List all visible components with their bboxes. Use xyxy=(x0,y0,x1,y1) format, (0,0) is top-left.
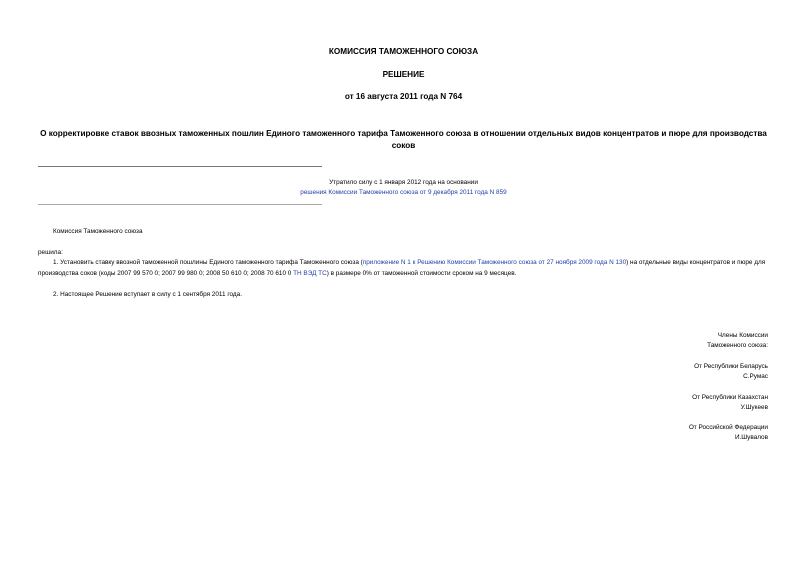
status-link[interactable]: решения Комиссии Таможенного союза от 9 декабря 2011 года N 859 xyxy=(300,189,507,196)
signature-members-line1: Члены Комиссии xyxy=(717,332,768,339)
signature-name-belarus: С.Румас xyxy=(743,373,768,380)
item-1-text-middle: ) на отдельные виды концентратов и пюре для производства соков (коды 2007 99 570 0; 2007 99 980 0; 2008 50 610 0; 2008 70 610 0 xyxy=(38,259,766,277)
divider-bottom xyxy=(38,204,322,205)
divider-top xyxy=(38,166,322,167)
signature-members-line2: Таможенного союза: xyxy=(707,342,768,349)
document-title: О корректировке ставок ввозных таможенных пошлин Единого таможенного тарифа Таможенного союза в отношении отдельных видов концентратов и пюре для производства соков xyxy=(40,129,767,150)
item-1-link-tnved[interactable]: ТН ВЭД ТС xyxy=(293,269,327,277)
document-date: от 16 августа 2011 года N 764 xyxy=(344,92,463,101)
signature-country-russia: От Российской Федерации xyxy=(688,424,768,431)
decided-text: решила: xyxy=(38,249,63,256)
document-type-heading: РЕШЕНИЕ xyxy=(382,70,425,79)
signature-country-belarus: От Республики Беларусь xyxy=(694,363,768,370)
item-1-link-annex[interactable]: приложение N 1 к Решению Комиссии Таможенного союза от 27 ноября 2009 года N 130 xyxy=(362,259,627,266)
status-notice: Утратило силу с 1 января 2012 года на основании xyxy=(329,179,478,186)
signature-country-kazakhstan: От Республики Казахстан xyxy=(692,394,768,401)
preamble-text: Комиссия Таможенного союза xyxy=(53,228,143,235)
signature-name-russia: И.Шувалов xyxy=(734,434,768,441)
item-2-paragraph: 2. Настоящее Решение вступает в силу с 1 сентября 2011 года. xyxy=(53,291,242,298)
item-1-paragraph xyxy=(38,258,770,279)
item-1-text-end: ) в размере 0% от таможенной стоимости сроком на 9 месяцев. xyxy=(326,269,517,277)
item-1-text-start: 1. Установить ставку ввозной таможенной пошлины Единого таможенного тарифа Таможенного союза ( xyxy=(53,259,363,266)
signature-name-kazakhstan: У.Шукеев xyxy=(740,404,768,411)
organization-heading: КОМИССИЯ ТАМОЖЕННОГО СОЮЗА xyxy=(328,47,479,56)
